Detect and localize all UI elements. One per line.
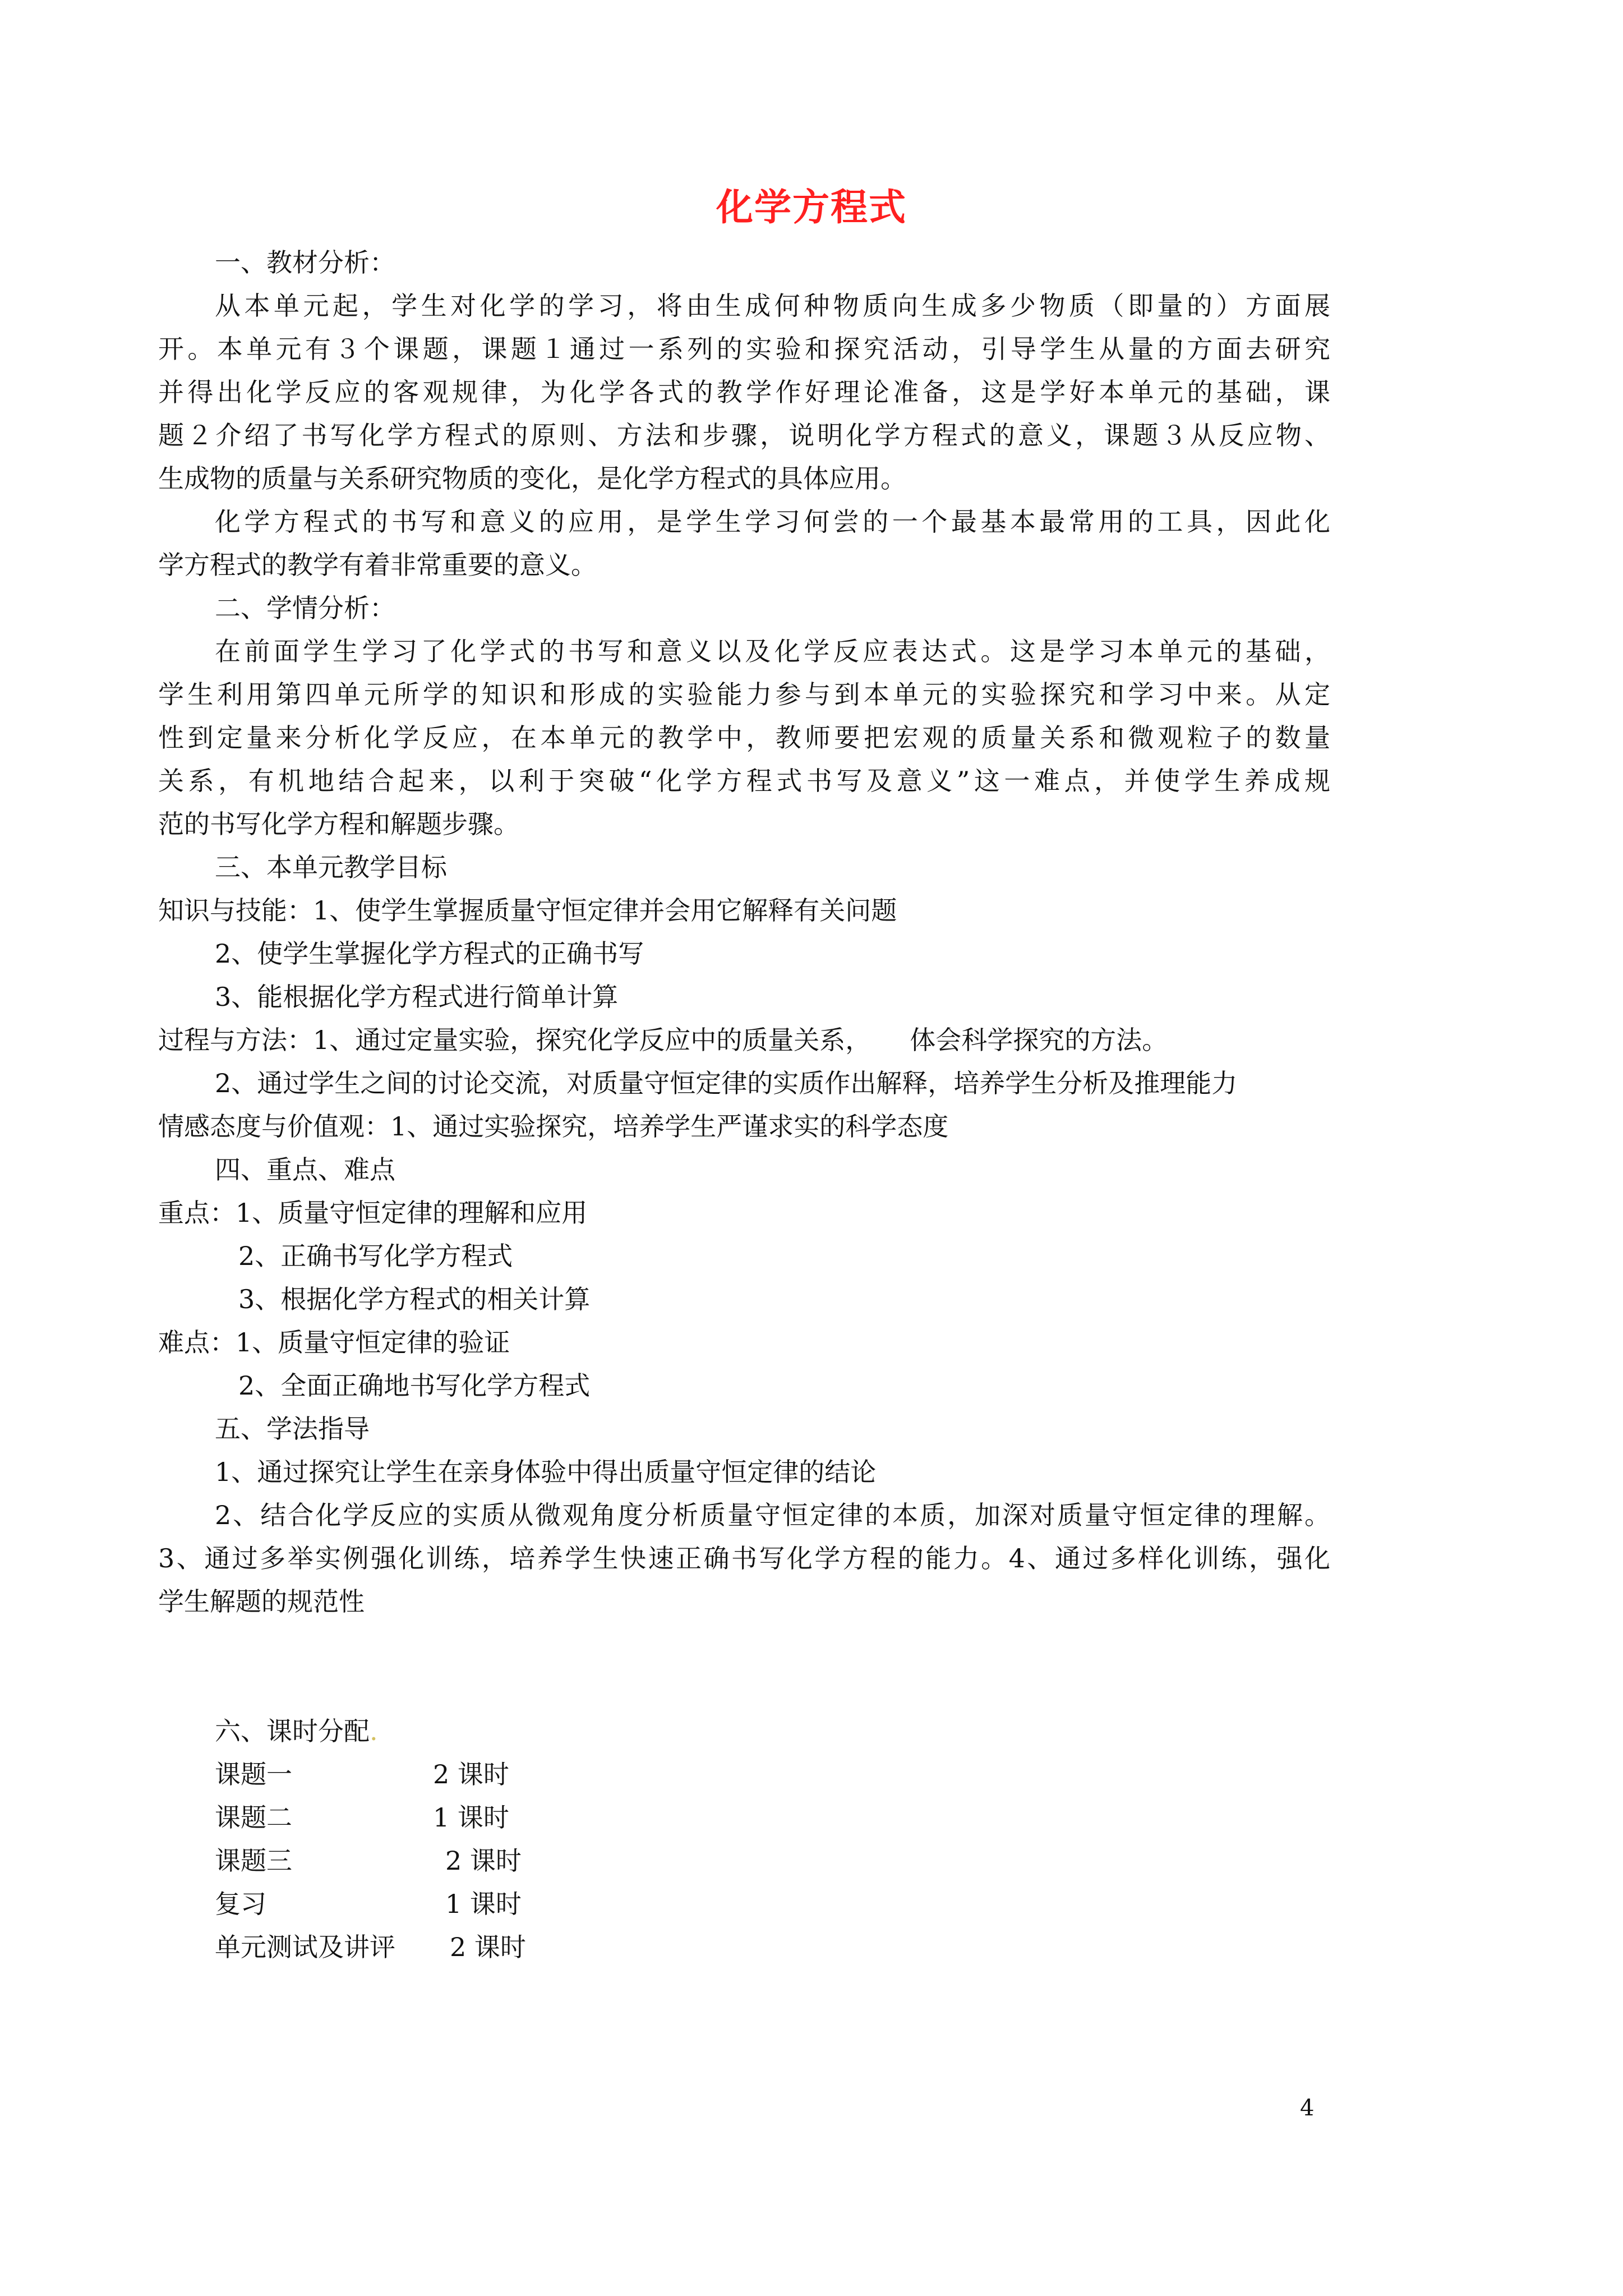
schedule-row xyxy=(158,1796,1330,1839)
paragraph-line: 性到定量来分析化学反应，在本单元的教学中，教师要把宏观的质量关系和微观粒子的数量 xyxy=(158,723,1330,753)
schedule-item-name: 课题一 xyxy=(215,1759,292,1789)
section-heading-teaching-goals: 三、本单元教学目标 xyxy=(215,852,447,882)
key-point-2: 2、正确书写化学方程式 xyxy=(238,1241,513,1271)
paragraph-line: 并得出化学反应的客观规律，为化学各式的教学作好理论准备，这是学好本单元的基础，课 xyxy=(158,377,1330,407)
guide-line: 学生解题的规范性 xyxy=(158,1586,365,1617)
goal-knowledge-2: 2、使学生掌握化学方程式的正确书写 xyxy=(215,938,644,969)
schedule-item-name: 课题三 xyxy=(215,1846,292,1876)
schedule-item-hours: 1 课时 xyxy=(433,1802,509,1833)
schedule-row xyxy=(158,1883,1330,1926)
spacer xyxy=(158,1623,1330,1710)
paragraph-line: 范的书写化学方程和解题步骤。 xyxy=(158,809,519,839)
schedule-item-name: 单元测试及讲评 xyxy=(215,1932,395,1962)
guide-line: 2、结合化学反应的实质从微观角度分析质量守恒定律的本质，加深对质量守恒定律的理解。 xyxy=(215,1500,1330,1530)
paragraph-line: 从本单元起，学生对化学的学习，将由生成何种物质向生成多少物质（即量的）方面展 xyxy=(215,291,1330,321)
paragraph-line: 化学方程式的书写和意义的应用，是学生学习何尝的一个最基本最常用的工具，因此化 xyxy=(215,507,1330,537)
difficulty-2: 2、全面正确地书写化学方程式 xyxy=(238,1370,591,1401)
section-heading-schedule xyxy=(158,1710,1330,1753)
paragraph-line: 开。本单元有３个课题，课题１通过一系列的实验和探究活动，引导学生从量的方面去研究 xyxy=(158,334,1330,364)
stray-mark: . xyxy=(370,1716,378,1746)
schedule-row xyxy=(158,1839,1330,1883)
section-heading-key-points: 四、重点、难点 xyxy=(215,1154,395,1185)
schedule-row xyxy=(158,1926,1330,1969)
guide-item-1: 1、通过探究让学生在亲身体验中得出质量守恒定律的结论 xyxy=(215,1457,877,1487)
goal-method-1: 过程与方法：1、通过定量实验，探究化学反应中的质量关系， 体会科学探究的方法。 xyxy=(158,1025,1168,1055)
section-heading-study-guide: 五、学法指导 xyxy=(215,1414,370,1444)
goal-knowledge-1: 知识与技能：1、使学生掌握质量守恒定律并会用它解释有关问题 xyxy=(158,895,897,926)
section-heading-student-analysis: 二、学情分析： xyxy=(215,593,395,623)
paragraph-line: 学方程式的教学有着非常重要的意义。 xyxy=(158,550,597,580)
goal-attitude-1: 情感态度与价值观：1、通过实验探究，培养学生严谨求实的科学态度 xyxy=(158,1111,949,1142)
difficulty-1: 难点：1、质量守恒定律的验证 xyxy=(158,1327,510,1358)
page-title: 化学方程式 xyxy=(716,186,907,229)
schedule-heading-text: 六、课时分配 xyxy=(215,1716,370,1746)
paragraph-line: 关系，有机地结合起来，以利于突破“化学方程式书写及意义”这一难点，并使学生养成规 xyxy=(158,766,1330,796)
guide-line: 3、通过多举实例强化训练，培养学生快速正确书写化学方程的能力。4、通过多样化训练，强化 xyxy=(158,1543,1330,1573)
paragraph-line: 生成物的质量与关系研究物质的变化，是化学方程式的具体应用。 xyxy=(158,463,906,494)
schedule-item-name: 课题二 xyxy=(215,1802,292,1833)
key-point-1: 重点：1、质量守恒定律的理解和应用 xyxy=(158,1198,588,1228)
schedule-row xyxy=(158,1753,1330,1796)
schedule-item-name: 复习 xyxy=(215,1889,266,1919)
key-point-3: 3、根据化学方程式的相关计算 xyxy=(238,1284,591,1314)
goal-method-2: 2、通过学生之间的讨论交流，对质量守恒定律的实质作出解释，培养学生分析及推理能力 xyxy=(215,1068,1238,1098)
schedule-item-hours: 1 课时 xyxy=(445,1889,522,1919)
schedule-item-hours: 2 课时 xyxy=(433,1759,509,1789)
paragraph-line: 题２介绍了书写化学方程式的原则、方法和步骤，说明化学方程式的意义，课题３从反应物、 xyxy=(158,420,1330,450)
goal-knowledge-3: 3、能根据化学方程式进行简单计算 xyxy=(215,982,619,1012)
schedule-item-hours: 2 课时 xyxy=(445,1846,522,1876)
paragraph-line: 在前面学生学习了化学式的书写和意义以及化学反应表达式。这是学习本单元的基础， xyxy=(215,636,1330,666)
page-number: 4 xyxy=(1300,2095,1315,2121)
paragraph-line: 学生利用第四单元所学的知识和形成的实验能力参与到本单元的实验探究和学习中来。从定 xyxy=(158,679,1330,710)
section-heading-textbook-analysis: 一、教材分析： xyxy=(215,247,395,278)
document-body xyxy=(158,241,1330,1969)
schedule-item-hours: 2 课时 xyxy=(450,1932,526,1962)
